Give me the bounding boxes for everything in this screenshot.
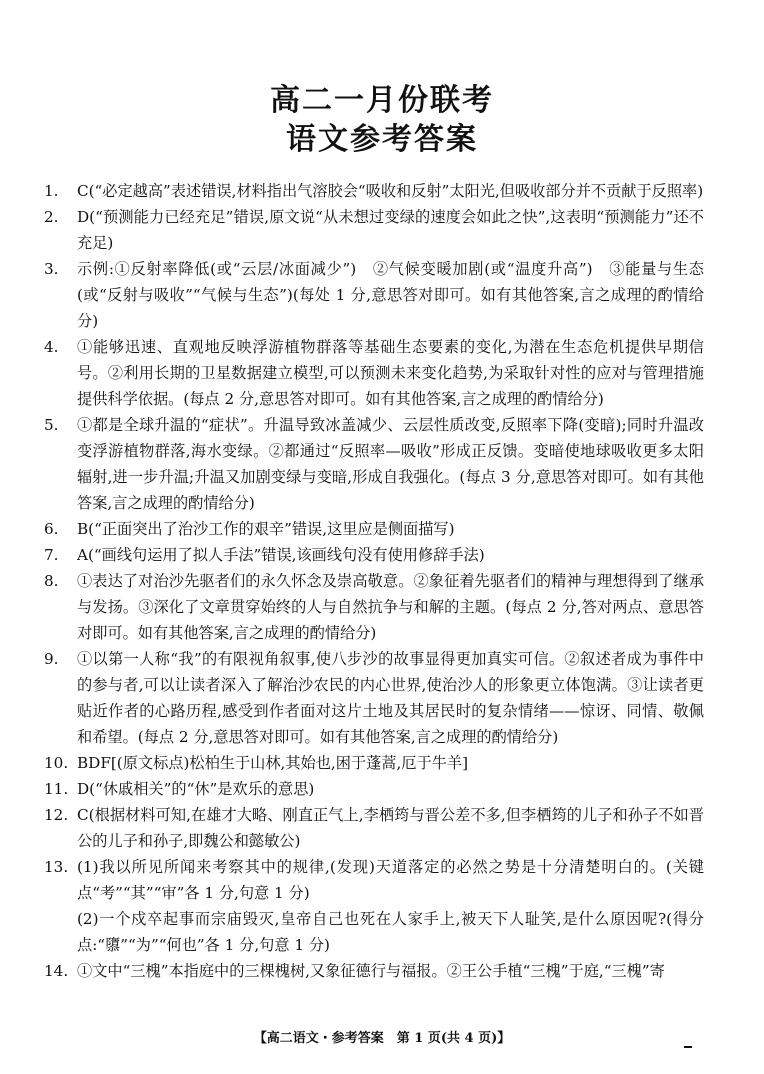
- answer-text: 示例:①反射率降低(或“云层/冰面减少”) ②气候变暖加剧(或“温度升高”) ③能量与生态(或“反射与吸收”“气候与生态”)(每处 1 分,意思答对即可。如有其他答案,言之成理的酌情给分): [77, 260, 704, 330]
- answer-item-2: [44, 204, 704, 256]
- answer-text: BDF[(原文标点)松柏生于山林,其始也,困于蓬蒿,厄于牛羊]: [77, 754, 468, 772]
- answer-number: 7.: [44, 546, 59, 564]
- answer-item-7: [44, 542, 704, 568]
- answer-text: D(“预测能力已经充足”错误,原文说“从未想过变绿的速度会如此之快”,这表明“预测能力”还不充足): [77, 208, 704, 252]
- answer-text: C(根据材料可知,在雄才大略、刚直正气上,李栖筠与晋公差不多,但李栖筠的儿子和孙子不如晋公的儿子和孙子,即魏公和懿敏公): [77, 806, 704, 850]
- answer-item-12: [44, 802, 704, 854]
- answer-item-13: [44, 854, 704, 958]
- answer-text: D(“休戚相关”的“休”是欢乐的意思): [77, 780, 315, 798]
- answer-item-9: [44, 646, 704, 750]
- answer-item-14: [44, 958, 704, 984]
- answer-number: 13.: [44, 858, 69, 876]
- title-block: [0, 82, 764, 160]
- answer-item-5: [44, 412, 704, 516]
- answer-text: ①能够迅速、直观地反映浮游植物群落等基础生态要素的变化,为潜在生态危机提供早期信号。②利用长期的卫星数据建立模型,可以预测未来变化趋势,为采取针对性的应对与管理措施提供科学依据。(每点 2 分,意思答对即可。如有其他答案,言之成理的酌情给分): [77, 338, 704, 408]
- answer-number: 4.: [44, 338, 59, 356]
- answer-item-1: [44, 178, 704, 204]
- answer-number: 3.: [44, 260, 59, 278]
- answer-number: 1.: [44, 182, 59, 200]
- page-subtitle: 语文参考答案: [286, 122, 478, 157]
- answer-number: 2.: [44, 208, 59, 226]
- answer-text: ①表达了对治沙先驱者们的永久怀念及崇高敬意。②象征着先驱者们的精神与理想得到了继承与发扬。③深化了文章贯穿始终的人与自然抗争与和解的主题。(每点 2 分,答对两点、意思答对即可。如有其他答案,言之成理的酌情给分): [77, 572, 704, 642]
- answer-text: A(“画线句运用了拟人手法”错误,该画线句没有使用修辞手法): [77, 546, 485, 564]
- answer-text: C(“必定越高”表述错误,材料指出气溶胶会“吸收和反射”太阳光,但吸收部分并不贡献于反照率): [77, 182, 704, 200]
- answer-number: 5.: [44, 416, 59, 434]
- answer-number: 14.: [44, 962, 69, 980]
- answer-number: 6.: [44, 520, 59, 538]
- answer-list: [44, 178, 704, 984]
- answer-subtext: (2)一个戍卒起事而宗庙毁灭,皇帝自己也死在人家手上,被天下人耻笑,是什么原因呢?(得分点:“隳”“为”“何也”各 1 分,句意 1 分): [77, 910, 704, 954]
- answer-number: 11.: [44, 780, 69, 798]
- answer-item-6: [44, 516, 704, 542]
- answer-item-3: [44, 256, 704, 334]
- answer-item-11: [44, 776, 704, 802]
- answer-number: 10.: [44, 754, 69, 772]
- answer-text: ①文中“三槐”本指庭中的三棵槐树,又象征德行与福报。②王公手植“三槐”于庭,“三槐”寄: [77, 962, 665, 980]
- page-title: 高二一月份联考: [270, 83, 494, 118]
- page-footer: 【高二语文・参考答案 第 1 页(共 4 页)】: [253, 1031, 511, 1046]
- answer-text: B(“正面突出了治沙工作的艰辛”错误,这里应是侧面描写): [77, 520, 455, 538]
- answer-text: (1)我以所见所闻来考察其中的规律,(发现)天道落定的必然之势是十分清楚明白的。(关键点“考”“其”“审”各 1 分,句意 1 分): [77, 858, 704, 902]
- answer-item-4: [44, 334, 704, 412]
- corner-mark: [684, 1046, 692, 1048]
- answer-number: 9.: [44, 650, 59, 668]
- answer-text: ①以第一人称“我”的有限视角叙事,使八步沙的故事显得更加真实可信。②叙述者成为事件中的参与者,可以让读者深入了解治沙农民的内心世界,使治沙人的形象更立体饱满。③让读者更贴近作者的心路历程,感受到作者面对这片土地及其居民时的复杂情绪——惊讶、同情、敬佩和希望。(每点 2 分,意思答对即可。如有其他答案,言之成理的酌情给分): [77, 650, 704, 746]
- answer-item-10: [44, 750, 704, 776]
- answer-text: ①都是全球升温的“症状”。升温导致冰盖减少、云层性质改变,反照率下降(变暗);同时升温改变浮游植物群落,海水变绿。②都通过“反照率—吸收”形成正反馈。变暗使地球吸收更多太阳辐射,进一步升温;升温又加剧变绿与变暗,形成自我强化。(每点 3 分,意思答对即可。如有其他答案,言之成理的酌情给分): [77, 416, 704, 512]
- answer-number: 8.: [44, 572, 59, 590]
- answer-item-8: [44, 568, 704, 646]
- answer-number: 12.: [44, 806, 69, 824]
